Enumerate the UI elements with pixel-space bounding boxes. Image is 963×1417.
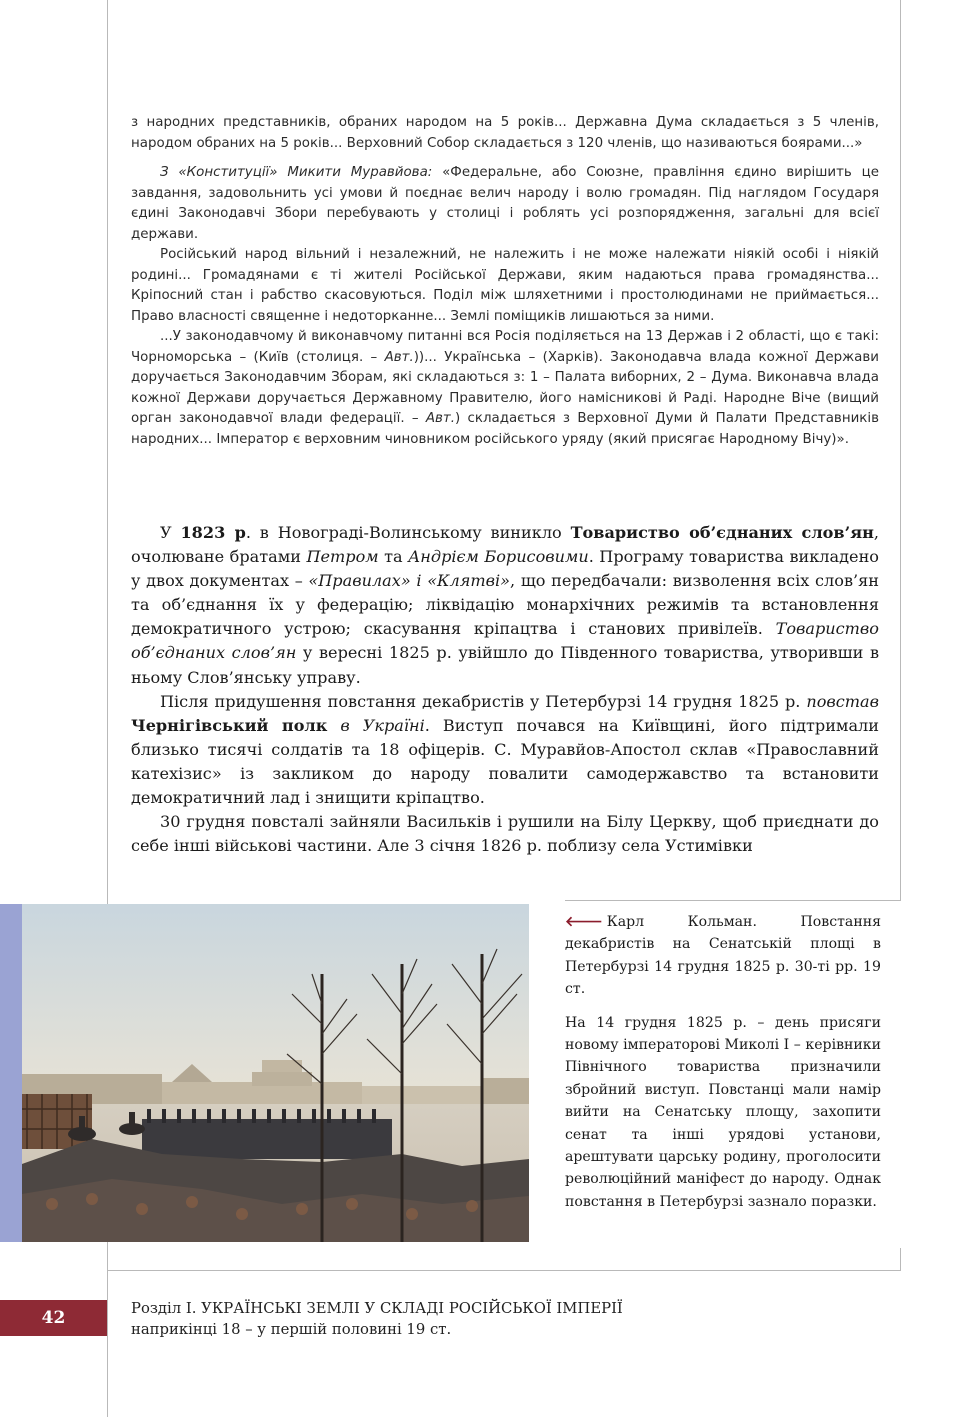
section-title-line-2: наприкінці 18 – у першій половині 19 ст. bbox=[131, 1320, 452, 1338]
painting-senate-square bbox=[22, 904, 529, 1242]
caption-title: 🡐 Карл Кольман. Повстання декабристів на Сенатській площі в Петербурзі 14 грудня 1825 р. 30-ті рр. 19 ст. bbox=[565, 914, 881, 998]
image-top-rule bbox=[565, 900, 901, 901]
main-paragraph-2: Після придушення повстання декабристів у Петербурзі 14 грудня 1825 р. повстав Чернігівський полк в Україні. Виступ почався на Київщині, його підтримали близько тисячі солдатів та 18 офіцерів. С. Муравйов-Апостол склав «Православний катехізис» із закликом до народу повалити самодержавство та встановити демократичний лад і знищити кріпацтво. bbox=[131, 691, 879, 808]
footer-rule bbox=[107, 1270, 901, 1271]
main-paragraph-1: У 1823 р. в Новограді-Волинському виникло Товариство об’єднаних слов’ян, очолюване братами Петром та Андрієм Борисовими. Програму товариства викладено у двох документах – «Правилах» і «Клятві», що передбачали: визволення всіх слов’ян та об’єднання їх у федерацію; ліквідацію монархічних режимів та встановлення демократичного устрою; скасування кріпацтва і станових привілеїв. Товариство об’єднаних слов’ян у вересні 1825 р. увійшло до Південного товариства, утворивши в ньому Слов’янську управу. bbox=[131, 523, 880, 687]
source-paragraph-4: ...У законодавчому й виконавчому питанні вся Росія поділяється на 13 Держав і 2 області, що є такі: Чорноморська – (Київ (столиця. – Авт.))... Українська – (Харків). Законодавча влада кожної Держави доручається Законодавчим Зборам, які складаються з: 1 – Палата виборних, 2 – Дума. Виконавча влада кожної Держави доручається Державному Правителю, його намісникові й Раді. Народне Віче (вищий орган законодавчої влади федерації. – Авт.) складається з Верховної Думи й Палати Представників народних... Імператор є верховним чиновником російського уряду (який присягає Народному Вічу)». bbox=[131, 329, 879, 447]
source-citation: З «Конституції» Микити Муравйова: bbox=[160, 165, 433, 180]
section-title bbox=[131, 1299, 851, 1340]
caption-body: На 14 грудня 1825 р. – день присяги новому імператорові Миколі I – керівники Північного товариства призначили збройний виступ. Повстанці мали намір вийти на Сенатську площу, захопити сенат та інші урядові установи, арештувати царську родину, проголосити революційний маніфест до народу. Однак повстання в Петербурзі зазнало поразки. bbox=[565, 1014, 881, 1210]
right-margin-line-lower bbox=[900, 1248, 901, 1270]
right-margin-line bbox=[900, 0, 901, 900]
source-quotation bbox=[131, 113, 879, 450]
section-title-line-1: Розділ I. УКРАЇНСЬКІ ЗЕМЛІ У СКЛАДІ РОСІЙСЬКОЇ ІМПЕРІЇ bbox=[131, 1300, 623, 1317]
image-caption bbox=[565, 911, 881, 1213]
page-number: 42 bbox=[0, 1300, 107, 1336]
main-paragraph-3: 30 грудня повсталі зайняли Васильків і рушили на Білу Церкву, щоб приєднати до себе інші військові частини. Але 3 січня 1826 р. поблизу села Устимівки bbox=[131, 812, 879, 856]
source-paragraph-2: З «Конституції» Микити Муравйова: «Федеральне, або Союзне, правління єдино вирішить це завдання, задовольнить усі умови й поєднає велич народу і волю громадян. Під наглядом Государя єдині Законодавчі Збори перебувають у столиці і роблять усі розпорядження, загальні для всієї держави. bbox=[131, 165, 879, 242]
arrow-left-icon: 🡐 bbox=[565, 914, 603, 930]
source-paragraph-3: Російський народ вільний і незалежний, не належить і не може належати ніякій особі і ніякій родині... Громадянами є ті жителі Російської Держави, яким надаються права громадянства... Кріпосний стан і рабство скасовуються. Поділ між шляхетними і простолюдинами не приймається... Право власності священне і недоторканне... Землі поміщиків лишаються за ними. bbox=[131, 247, 879, 324]
image-side-bar bbox=[0, 904, 22, 1242]
source-paragraph-1: з народних представників, обраних народом на 5 років... Державна Дума складається з 5 членів, народом обраних на 5 років... Верховний Собор складається з 120 членів, що називаються боярами...» bbox=[131, 115, 879, 151]
main-text bbox=[131, 521, 879, 858]
